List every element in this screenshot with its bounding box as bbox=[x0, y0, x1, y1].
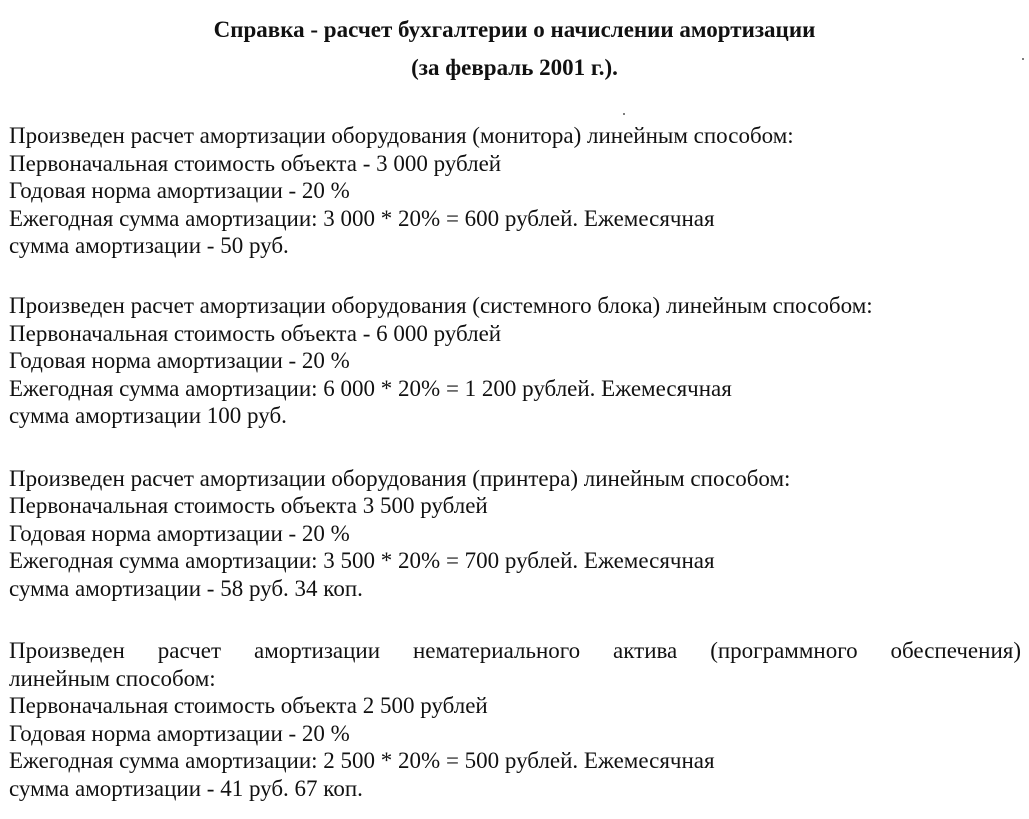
block-heading: Произведен расчет амортизации оборудования (монитора) линейным способом: bbox=[9, 123, 794, 148]
monthly-amount-line: сумма амортизации 100 руб. bbox=[9, 403, 287, 428]
monthly-amount-line: сумма амортизации - 50 руб. bbox=[9, 233, 289, 258]
initial-cost-line: Первоначальная стоимость объекта - 6 000 рублей bbox=[9, 321, 502, 346]
document-subtitle: (за февраль 2001 г.). bbox=[411, 55, 618, 80]
block-heading: Произведен расчет амортизации нематериального актива (программного обеспечения) bbox=[9, 638, 1021, 663]
annual-amount-line: Ежегодная сумма амортизации: 2 500 * 20% = 500 рублей. Ежемесячная bbox=[9, 748, 715, 773]
initial-cost-line: Первоначальная стоимость объекта 2 500 рублей bbox=[9, 693, 488, 718]
annual-rate-line: Годовая норма амортизации - 20 % bbox=[9, 178, 350, 203]
monthly-amount-line: сумма амортизации - 58 руб. 34 коп. bbox=[9, 576, 363, 601]
document-title: Справка - расчет бухгалтерии о начислении амортизации bbox=[213, 17, 816, 42]
annual-amount-line: Ежегодная сумма амортизации: 6 000 * 20% = 1 200 рублей. Ежемесячная bbox=[9, 376, 732, 401]
block-heading: Произведен расчет амортизации оборудования (системного блока) линейным способом: bbox=[9, 293, 873, 318]
annual-amount-line: Ежегодная сумма амортизации: 3 500 * 20% = 700 рублей. Ежемесячная bbox=[9, 548, 715, 573]
annual-rate-line: Годовая норма амортизации - 20 % bbox=[9, 521, 350, 546]
scan-speck bbox=[623, 113, 625, 115]
scan-speck bbox=[1022, 58, 1024, 60]
initial-cost-line: Первоначальная стоимость объекта - 3 000 рублей bbox=[9, 151, 502, 176]
block-heading-continuation: линейным способом: bbox=[9, 666, 216, 691]
block-heading: Произведен расчет амортизации оборудования (принтера) линейным способом: bbox=[9, 466, 791, 491]
monthly-amount-line: сумма амортизации - 41 руб. 67 коп. bbox=[9, 776, 363, 801]
annual-rate-line: Годовая норма амортизации - 20 % bbox=[9, 721, 350, 746]
annual-rate-line: Годовая норма амортизации - 20 % bbox=[9, 348, 350, 373]
initial-cost-line: Первоначальная стоимость объекта 3 500 рублей bbox=[9, 493, 488, 518]
annual-amount-line: Ежегодная сумма амортизации: 3 000 * 20% = 600 рублей. Ежемесячная bbox=[9, 206, 715, 231]
